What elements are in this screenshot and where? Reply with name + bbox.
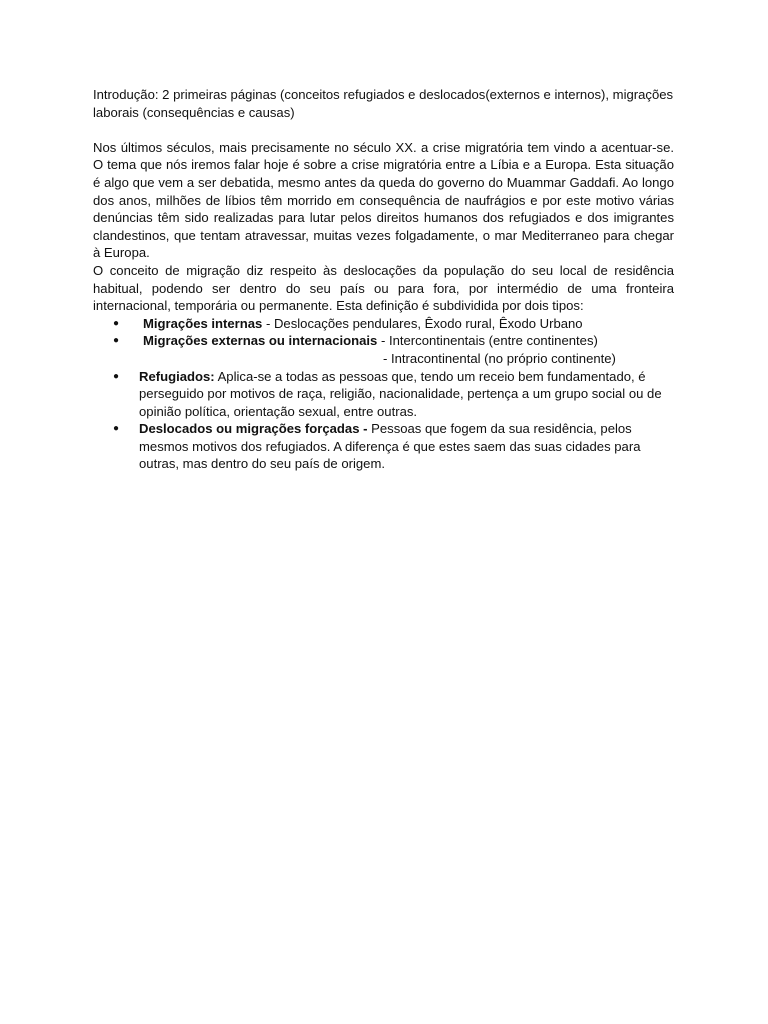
list-item [93,368,674,421]
list-item-text: Aplica-se a todas as pessoas que, tendo um receio bem fundamentado, é perseguido por motivos de raça, religião, nacionalidade, pertença a um grupo social ou de opinião política, orientação sexual, entre outras. [139,368,662,419]
list-item-continuation: - Intracontinental (no próprio continente) [383,350,616,366]
list-item-text: - Deslocações pendulares, Êxodo rural, Êxodo Urbano [262,315,583,331]
list-item-text: Pessoas que fogem da sua residência, pelos mesmos motivos dos refugiados. A diferença é que estes saem das suas cidades para outras, mas dentro do seu país de origem. [139,421,641,472]
list-item [93,420,674,473]
bullet-icon: ● [113,317,120,329]
list-item [93,332,674,367]
bullet-icon: ● [113,335,120,347]
list-item-term: Deslocados ou migrações forçadas - [139,421,368,437]
migration-types-list [93,315,674,473]
paragraph-definition: O conceito de migração diz respeito às deslocações da população do seu local de residência habitual, podendo ser dentro do seu país ou para fora, por intermédio de uma fronteira internacional, temporária ou permanente. Esta definição é subdividida por dois tipos: [93,262,674,314]
intro-line: Introdução: 2 primeiras páginas (conceitos refugiados e deslocados(externos e internos), migrações laborais (consequências e causas) [93,87,674,120]
list-item-term: Refugiados: [139,368,215,384]
list-item [93,315,674,333]
bullet-icon: ● [113,423,120,435]
list-item-text: - Intercontinentais (entre continentes) [377,333,598,349]
bullet-icon: ● [113,370,120,382]
paragraph-context: Nos últimos séculos, mais precisamente no século XX. a crise migratória tem vindo a acentuar-se. O tema que nós iremos falar hoje é sobre a crise migratória entre a Líbia e a Europa. Esta situação é algo que vem a ser debatida, mesmo antes da queda do governo do Muammar Gaddafi. Ao longo dos anos, milhões de líbios têm morrido em consequência de naufrágios e por este motivo várias denúncias têm sido realizadas para lutar pelos direitos humanos dos refugiados e dos imigrantes clandestinos, que tentam atravessar, muitas vezes folgadamente, o mar Mediterraneo para chegar à Europa. [93,139,674,261]
paragraph-gap [93,121,674,139]
list-item-term: Migrações internas [143,315,263,331]
document-body [93,86,674,473]
list-item-term: Migrações externas ou internacionais [143,333,378,349]
